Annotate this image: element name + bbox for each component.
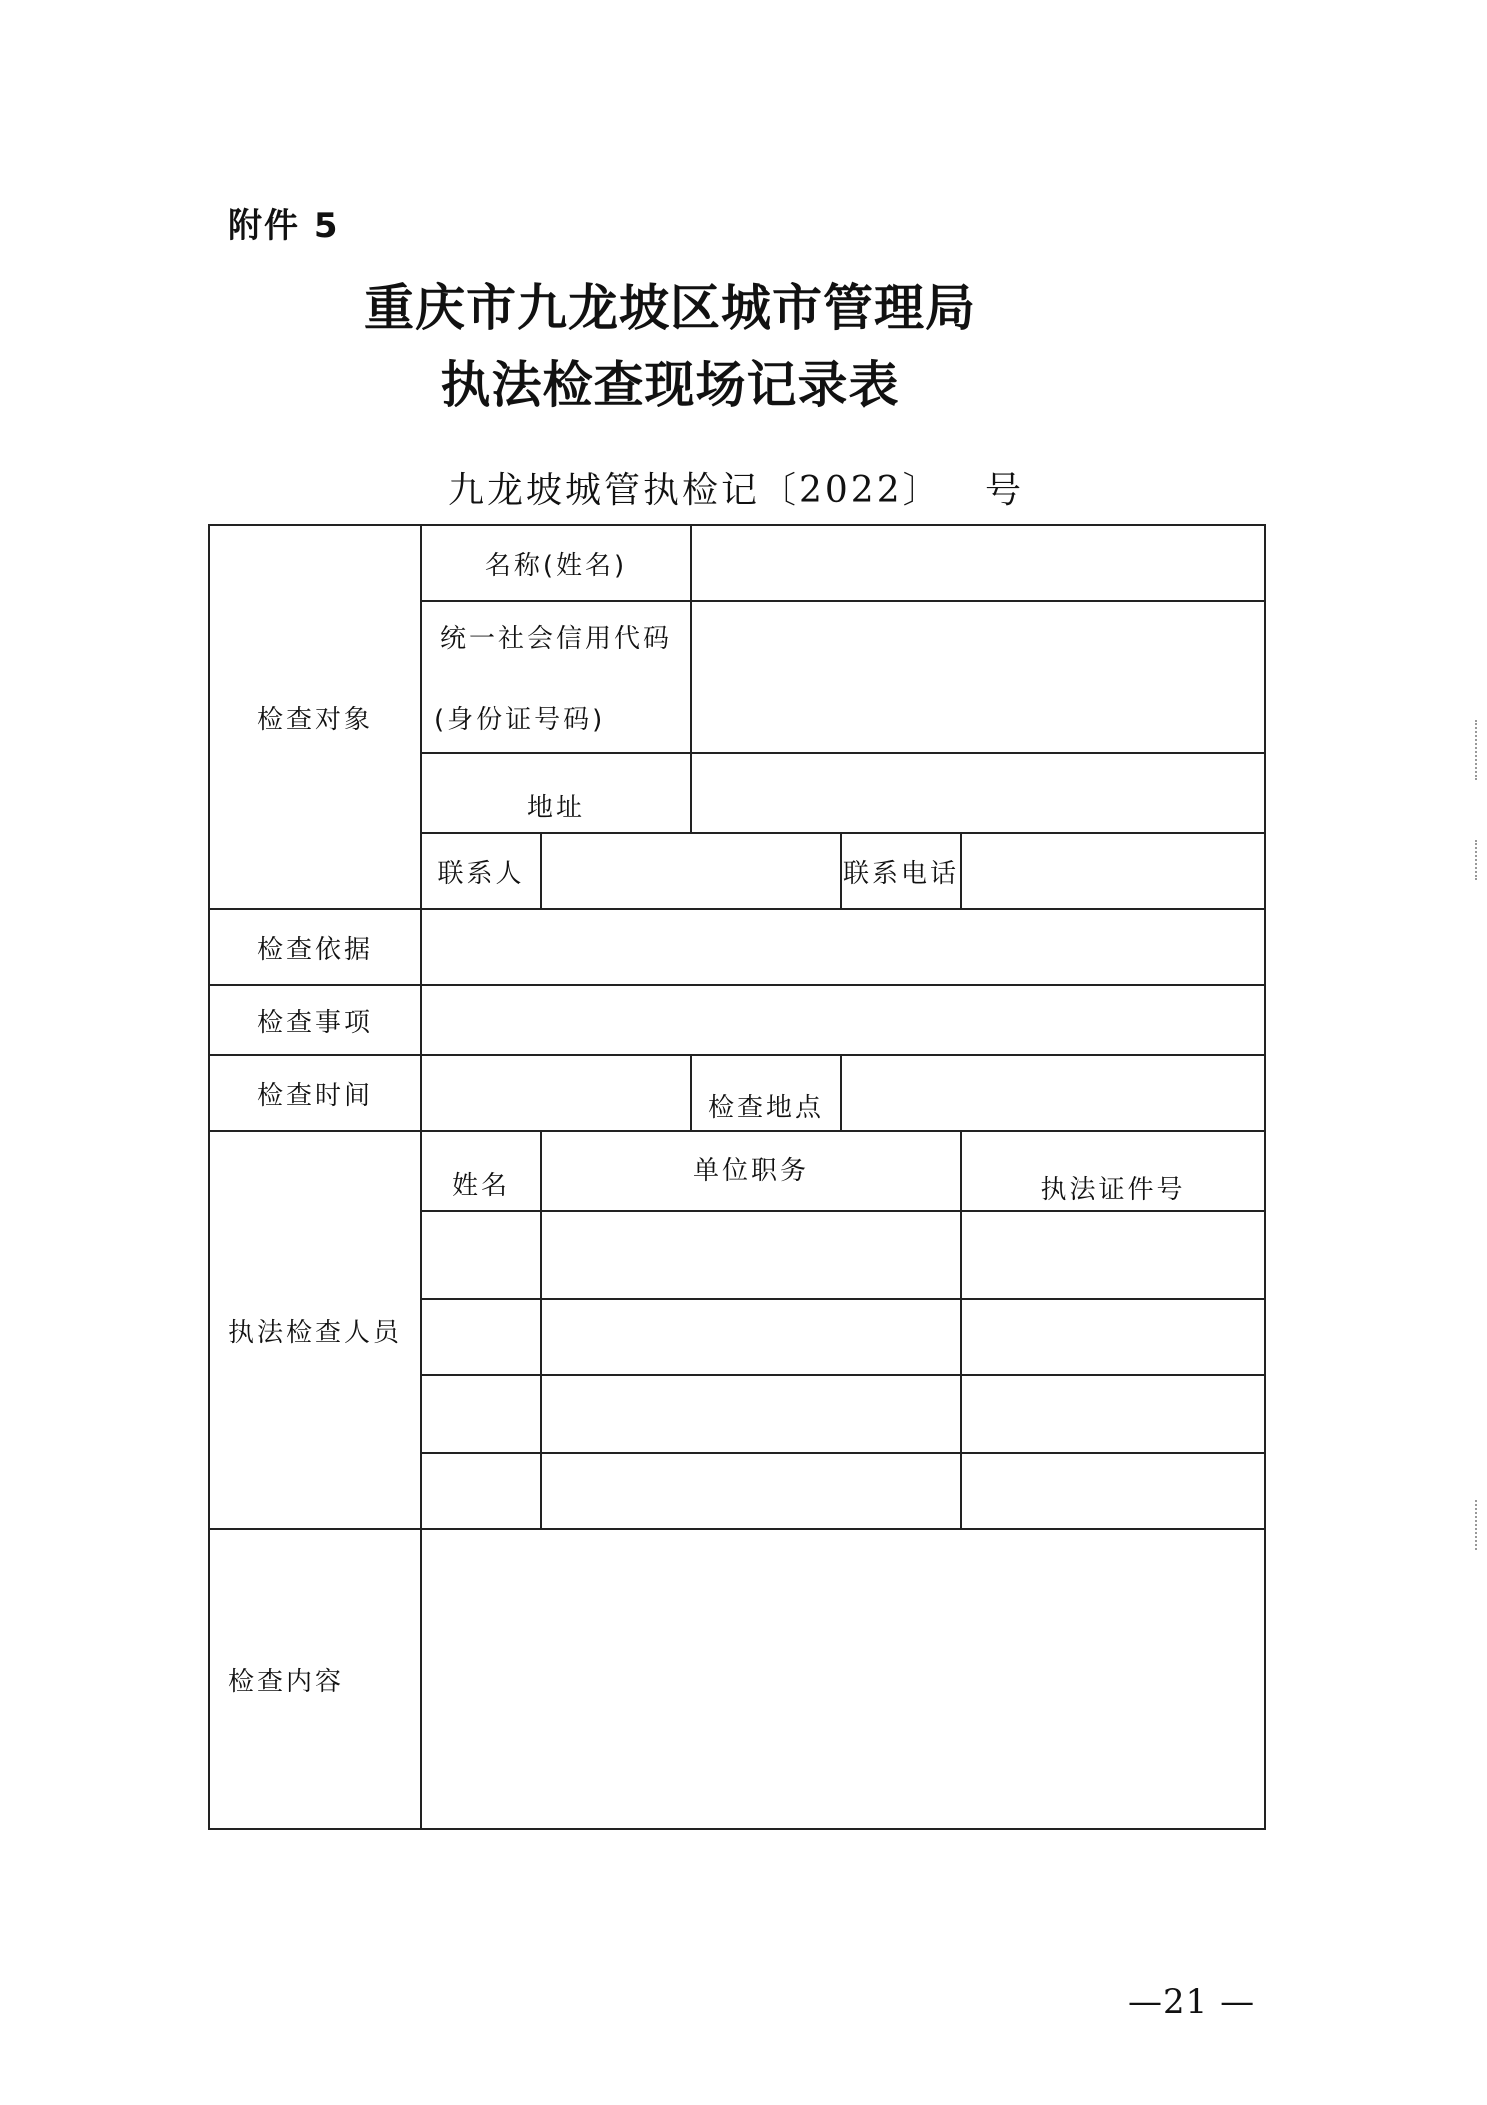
matters-value-cell[interactable] [421, 985, 1265, 1055]
basis-label: 检查依据 [209, 909, 421, 985]
phone-label: 联系电话 [841, 833, 961, 909]
margin-binding-dots [1475, 720, 1479, 780]
phone-value-cell[interactable] [961, 833, 1265, 909]
inspector-name-cell[interactable] [421, 1299, 541, 1375]
credit-code-label-line1: 统一社会信用代码 [440, 624, 673, 654]
credit-code-value-cell[interactable] [691, 601, 1265, 753]
content-value-cell[interactable] [421, 1529, 1265, 1829]
time-value-cell[interactable] [421, 1055, 691, 1131]
place-label: 检查地点 [691, 1055, 841, 1131]
inspector-name-cell[interactable] [421, 1453, 541, 1529]
matters-label: 检查事项 [209, 985, 421, 1055]
inspector-name-cell[interactable] [421, 1211, 541, 1299]
name-value-cell[interactable] [691, 525, 1265, 601]
inspector-name-cell[interactable] [421, 1375, 541, 1453]
inspector-unit-cell[interactable] [541, 1211, 961, 1299]
col-name-header: 姓名 [421, 1131, 541, 1211]
content-label: 检查内容 [209, 1529, 421, 1829]
col-cert-header: 执法证件号 [961, 1131, 1265, 1211]
inspector-cert-cell[interactable] [961, 1211, 1265, 1299]
inspector-unit-cell[interactable] [541, 1299, 961, 1375]
contact-label: 联系人 [421, 833, 541, 909]
title-line-2: 执法检查现场记录表 [440, 355, 900, 414]
attachment-label: 附件 5 [228, 206, 340, 246]
document-number: 九龙坡城管执检记〔2022〕 号 [448, 470, 1024, 511]
inspection-record-form [208, 524, 1266, 1830]
page-number: —21 — [1128, 1982, 1256, 2022]
place-value-cell[interactable] [841, 1055, 1265, 1131]
inspector-cert-cell[interactable] [961, 1375, 1265, 1453]
title-line-1: 重庆市九龙坡区城市管理局 [364, 278, 976, 337]
inspection-target-label: 检查对象 [209, 525, 421, 909]
address-label: 地址 [421, 753, 691, 833]
inspector-unit-cell[interactable] [541, 1453, 961, 1529]
credit-code-label-line2: (身份证号码) [434, 705, 606, 735]
margin-binding-dots [1475, 1500, 1479, 1550]
inspector-cert-cell[interactable] [961, 1453, 1265, 1529]
address-value-cell[interactable] [691, 753, 1265, 833]
contact-value-cell[interactable] [541, 833, 841, 909]
inspector-unit-cell[interactable] [541, 1375, 961, 1453]
time-label: 检查时间 [209, 1055, 421, 1131]
basis-value-cell[interactable] [421, 909, 1265, 985]
credit-code-label [421, 601, 691, 753]
margin-binding-dots [1475, 840, 1479, 880]
name-label: 名称(姓名) [421, 525, 691, 601]
inspector-cert-cell[interactable] [961, 1299, 1265, 1375]
col-unit-header: 单位职务 [541, 1131, 961, 1211]
inspectors-label: 执法检查人员 [209, 1131, 421, 1529]
